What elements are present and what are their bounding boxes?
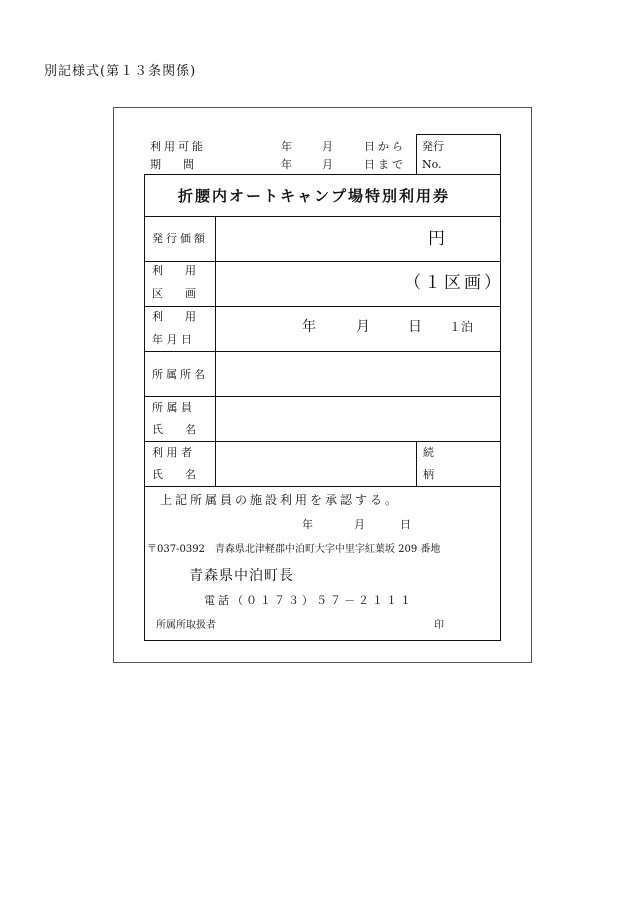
issue-no-label: No.: [422, 158, 442, 171]
row-divider: [145, 486, 500, 487]
date-label-2: 年 月 日: [152, 333, 192, 346]
validity-from-month: 月: [322, 140, 333, 153]
issue-price-label: 発行価額: [152, 232, 208, 245]
seal-mark: 印: [434, 620, 444, 631]
date-year: 年: [302, 319, 316, 335]
date-month: 月: [356, 319, 370, 335]
approval-month: 月: [354, 518, 365, 531]
issuer-address: 〒037-0392 青森県北津軽郡中泊町大字中里字紅葉坂 209 番地: [147, 544, 441, 555]
relation-column-divider: [416, 441, 417, 486]
section-value: （１区画）: [404, 273, 504, 293]
relation-label-1: 続: [423, 446, 434, 459]
row-divider: [145, 351, 500, 352]
row-divider: [145, 306, 500, 307]
row-divider: [145, 261, 500, 262]
validity-until-day: 日まで: [364, 158, 406, 171]
date-day: 日: [408, 319, 422, 335]
member-label-2: 氏 名: [152, 423, 196, 436]
section-label-1: 利 用: [152, 264, 196, 277]
row-divider: [145, 441, 500, 442]
validity-until-year: 年: [281, 158, 292, 171]
approval-year: 年: [302, 518, 313, 531]
approval-day: 日: [400, 518, 411, 531]
user-label-2: 氏 名: [152, 468, 196, 481]
row-divider: [145, 216, 500, 217]
date-label-1: 利 用: [152, 310, 196, 323]
section-label-2: 区 画: [152, 287, 196, 300]
issue-label: 発行: [422, 140, 444, 153]
date-nights: １泊: [449, 320, 474, 334]
user-label-1: 利 用 者: [152, 446, 192, 459]
document-heading: 別記様式(第１３条関係): [44, 64, 197, 79]
ticket-title: 折腰内オートキャンプ場特別利用券: [178, 187, 451, 205]
approval-text: 上記所属員の施設利用を承認する。: [160, 493, 401, 507]
yen-unit: 円: [428, 229, 445, 249]
validity-from-year: 年: [281, 140, 292, 153]
validity-label-2: 期 間: [150, 158, 194, 171]
handler-label: 所属所取扱者: [156, 620, 216, 631]
row-divider: [145, 396, 500, 397]
validity-from-day: 日から: [364, 140, 406, 153]
issuer-phone: 電話（０１７３）５７－２１１１: [204, 594, 414, 607]
issuer-name: 青森県中泊町長: [189, 568, 294, 584]
label-column-divider: [215, 216, 216, 486]
validity-until-month: 月: [322, 158, 333, 171]
relation-label-2: 柄: [423, 468, 434, 481]
validity-label-1: 利用可能: [150, 140, 206, 153]
member-label-1: 所 属 員: [152, 401, 192, 414]
org-name-label: 所属所名: [152, 368, 208, 381]
